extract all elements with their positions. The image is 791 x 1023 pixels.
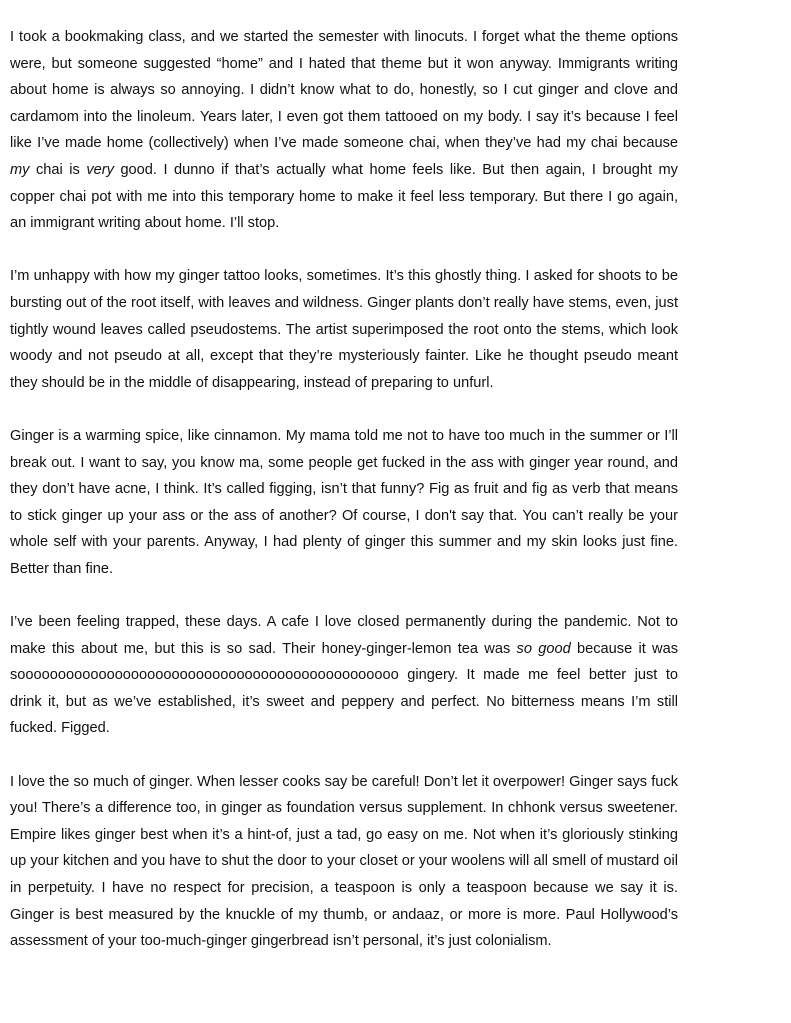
paragraph-text: I’m unhappy with how my ginger tattoo looks, sometimes. It’s this ghostly thing. I asked for shoots to be bursting out of the root itself, with leaves and wildness. Ginger plants don’t really have stems, even, just tightly wound leaves called pseudostems. The artist superimposed the root onto the stems, which look woody and not pseudo at all, except that they’re mysteriously fainter. Like he thought pseudo meant they should be in the middle of disappearing, instead of preparing to unfurl.	[10, 268, 678, 391]
paragraph-text: Ginger is a warming spice, like cinnamon. My mama told me not to have too much in the summer or I’ll break out. I want to say, you know ma, some people get fucked in the ass with ginger year round, and they don’t have acne, I think. It’s called figging, isn’t that funny? Fig as fruit and fig as verb that means to stick ginger up your ass or the ass of another? Of course, I don't say that. You can’t really be your whole self with your parents. Anyway, I had plenty of ginger this summer and my skin looks just fine. Better than fine.	[10, 427, 678, 577]
paragraph-5	[10, 769, 678, 955]
paragraph-text: good. I dunno if that’s actually what home feels like. But then again, I brought my copper chai pot with me into this temporary home to make it feel less temporary. But there I go again, an immigrant writing about home. I’ll stop.	[10, 161, 678, 232]
paragraph-text: gingery. It made me feel better just to drink it, but as we’ve established, it’s sweet and peppery and perfect. No bitterness means I’m still fucked. Figged.	[10, 667, 678, 737]
emphasis-text: so good	[516, 640, 571, 657]
paragraph-3	[10, 423, 678, 583]
emphasis-text: very	[86, 161, 114, 178]
paragraph-text: chai is	[29, 161, 87, 178]
paragraph-2	[10, 263, 678, 396]
elongated-word: sooooooooooooooooooooooooooooooooooooooooooooooo	[10, 667, 399, 684]
paragraph-text: I’ve been feeling trapped, these days. A cafe I love closed permanently during the pandemic. Not to make this about me, but this is so sad. Their honey-ginger-lemon tea was	[10, 614, 678, 657]
paragraph-1	[10, 24, 678, 237]
paragraph-4	[10, 609, 678, 742]
essay-page	[10, 24, 678, 981]
emphasis-text: my	[10, 161, 30, 178]
paragraph-text: because it was	[570, 640, 679, 657]
paragraph-text: I love the so much of ginger. When lesser cooks say be careful! Don’t let it overpower! Ginger says fuck you! There’s a difference too, in ginger as foundation versus supplement. In chhonk versus sweetener. Empire likes ginger best when it’s a hint-of, just a tad, go easy on me. Not when it’s gloriously stinking up your kitchen and you have to shut the door to your closet or your woolens will all smell of mustard oil in perpetuity. I have no respect for precision, a teaspoon is only a teaspoon because we say it is. Ginger is best measured by the knuckle of my thumb, or andaaz, or more is more. Paul Hollywood’s assessment of your too-much-ginger gingerbread isn’t personal, it’s just colonialism.	[10, 773, 678, 950]
paragraph-text: I took a bookmaking class, and we started the semester with linocuts. I forget what the theme options were, but someone suggested “home” and I hated that theme but it won anyway. Immigrants writing about home is always so annoying. I didn’t know what to do, honestly, so I cut ginger and clove and cardamom into the linoleum. Years later, I even got them tattooed on my body. I say it’s because I feel like I’ve made home (collectively) when I’ve made someone chai, when they’ve had my chai because	[10, 29, 678, 152]
